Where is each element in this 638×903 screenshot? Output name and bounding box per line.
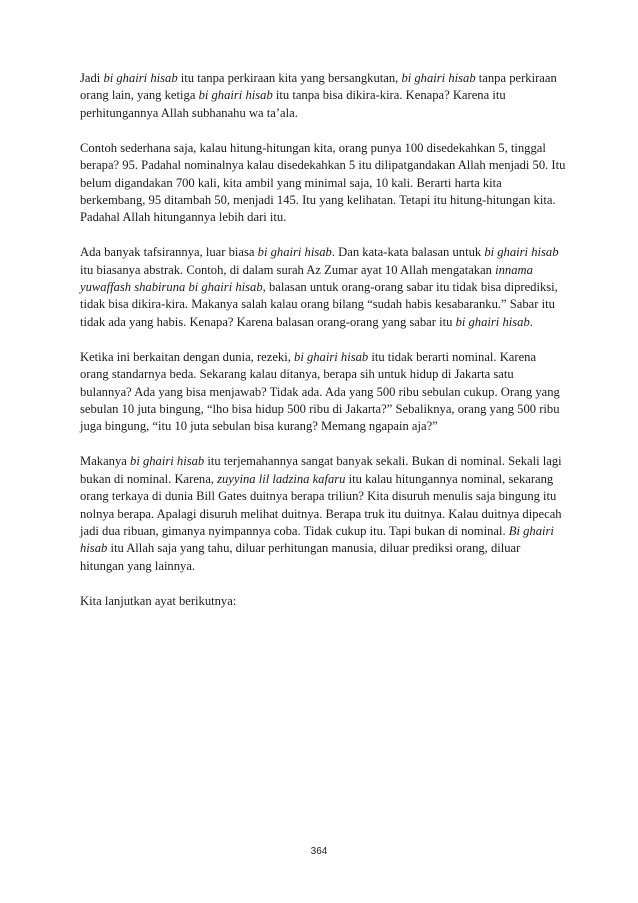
body-text — [80, 70, 566, 628]
italic-term: bi ghairi hisab — [257, 245, 332, 260]
text-run: , balasan untuk orang-orang sabar itu tidak bisa diprediksi, tidak bisa dikira-kira. Makanya salah kalau orang bilang “sudah habis kesabaranku.” Sabar itu tidak ada yang habis. Kenapa? Karena balasan orang-orang yang sabar itu — [80, 280, 558, 329]
italic-term: bi ghairi hisab — [484, 245, 559, 260]
italic-term: bi ghairi hisab — [401, 71, 476, 85]
text-run: tanpa perkiraan orang lain, yang ketiga — [80, 71, 557, 103]
text-run: Makanya — [80, 454, 131, 469]
paragraph-1 — [80, 70, 566, 122]
text-run: itu Allah saja yang tahu, diluar perhitungan manusia, diluar prediksi orang, diluar hitungan yang lainnya. — [80, 541, 521, 573]
italic-term: bi ghairi hisab — [455, 314, 530, 329]
text-run: itu terjemahannya sangat banyak sekali. Bukan di nominal. Sekali lagi bukan di nominal. Karena, — [80, 454, 562, 486]
text-run: . Dan kata-kata balasan untuk — [331, 245, 485, 260]
italic-term: zuyyina lil ladzina kafaru — [217, 471, 346, 486]
italic-term: innama yuwaffash shabiruna bi ghairi hisab — [80, 262, 533, 295]
paragraph-2 — [80, 140, 566, 227]
text-run: Ada banyak tafsirannya, luar biasa — [80, 245, 258, 260]
paragraph-3 — [80, 244, 566, 331]
italic-term: Bi ghairi hisab — [80, 523, 554, 556]
text-run: . — [529, 314, 533, 329]
paragraph-6 — [80, 593, 566, 610]
text-run: Jadi — [80, 71, 104, 85]
text-run: itu tidak berarti nominal. Karena orang standarnya beda. Sekarang kalau ditanya, berapa sih untuk hidup di Jakarta satu bulannya? Ada yang bisa menjawab? Tidak ada. Ada yang 500 ribu sebulan cukup. Orang yang sebulan 10 juta bingung, “lho bisa hidup 500 ribu di Jakarta?” Sebaliknya, orang yang 500 ribu juga bingung, “itu 10 juta sebulan bisa kurang? Memang ngapain aja?” — [80, 349, 560, 434]
italic-term: bi ghairi hisab — [198, 88, 273, 103]
paragraph-4 — [80, 349, 566, 436]
text-run: Kita lanjutkan ayat berikutnya: — [80, 593, 237, 608]
text-run: Contoh sederhana saja, kalau hitung-hitungan kita, orang punya 100 disedekahkan 5, tinggal berapa? 95. Padahal nominalnya kalau disedekahkan 5 itu dilipatgandakan Allah menjadi 50. Itu belum digandakan 700 kali, kita ambil yang minimal saja, 10 kali. Berarti harta kita berkembang, 95 ditambah 50, menjadi 145. Itu yang kelihatan. Tetapi itu hitung-hitungan kita. Padahal Allah hitungannya lebih dari itu. — [80, 140, 566, 225]
text-run: Ketika ini berkaitan dengan dunia, rezeki, — [80, 349, 295, 364]
italic-term: bi ghairi hisab — [103, 71, 178, 85]
text-run: itu tanpa perkiraan kita yang bersangkutan, — [177, 71, 402, 85]
text-run: itu tanpa bisa dikira-kira. Kenapa? Karena itu perhitungannya Allah subhanahu wa ta’ala. — [80, 88, 506, 120]
italic-term: bi ghairi hisab — [130, 454, 205, 469]
text-run: itu kalau hitungannya nominal, sekarang orang terkaya di dunia Bill Gates duitnya berapa triliun? Kita disuruh menulis saja bingung itu nolnya berapa. Apalagi disuruh melihat duitnya. Berapa truk itu duitnya. Kalau duitnya dipecah jadi dua ribuan, gimanya nyimpannya coba. Tidak cukup itu. Tapi bukan di nominal. — [80, 471, 562, 538]
italic-term: bi ghairi hisab — [294, 349, 369, 364]
paragraph-5 — [80, 453, 566, 575]
text-run: itu biasanya abstrak. Contoh, di dalam surah Az Zumar ayat 10 Allah mengatakan — [80, 262, 496, 277]
page-number: 364 — [310, 846, 328, 857]
